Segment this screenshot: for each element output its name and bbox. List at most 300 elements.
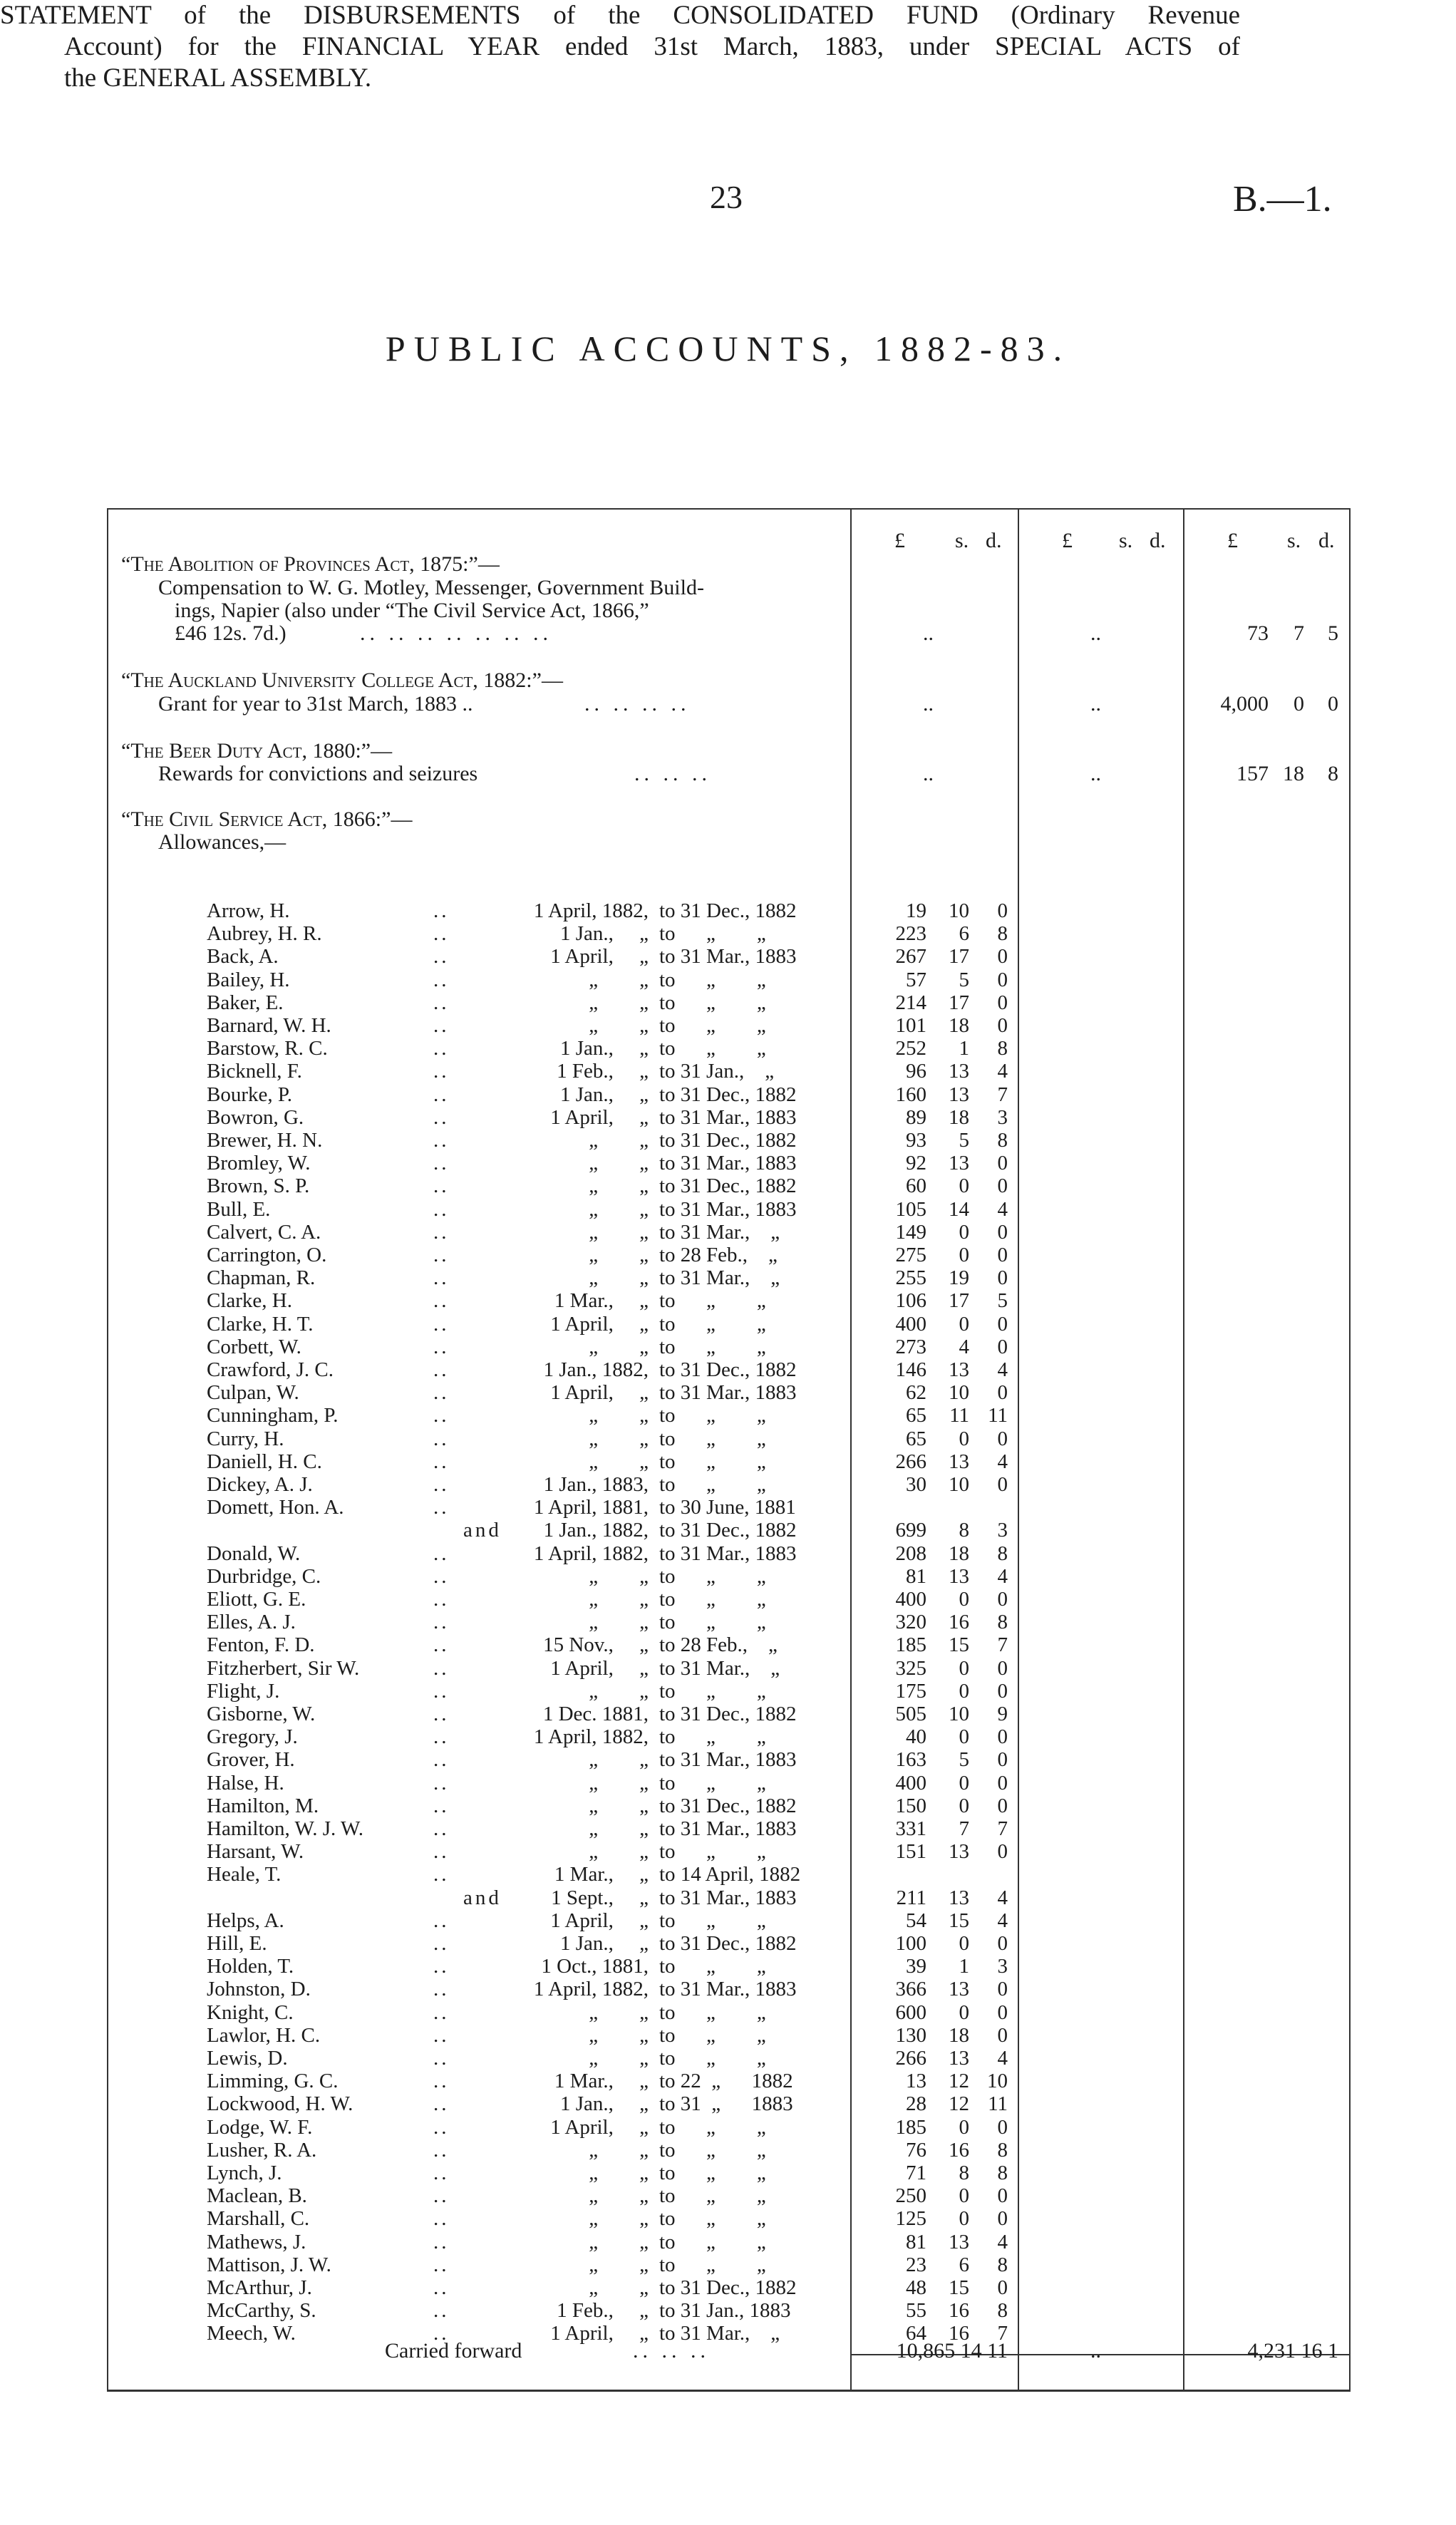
statement-line-3: the GENERAL ASSEMBLY. [64, 63, 372, 93]
period-from: „ „ [589, 1197, 649, 1221]
allowance-name: Holden, T. [207, 1955, 294, 1978]
period-to: to 31 Jan., „ [659, 1060, 775, 1083]
amount-shillings: 0 [959, 1244, 969, 1266]
amount-pence: 0 [997, 1840, 1008, 1864]
period-from: 1 April, „ [550, 1381, 649, 1405]
table-row [0, 1542, 1456, 1566]
amount-shillings: 15 [949, 2276, 969, 2299]
period-from: „ „ [589, 2047, 649, 2070]
leader-dots: .. [433, 1542, 450, 1565]
amount-pounds: 150 [895, 1794, 926, 1817]
table-row [0, 1014, 1456, 1038]
amount-shillings: 18 [949, 1105, 969, 1129]
period-to: to 31 Dec., 1882 [659, 1129, 797, 1152]
amount-pence: 0 [997, 2000, 1008, 2024]
table-row [0, 2162, 1456, 2185]
amount-pence: 0 [997, 2115, 1008, 2139]
amount-shillings: 0 [959, 1656, 969, 1680]
period-to: to 28 Feb., „ [659, 1633, 778, 1657]
period-from: „ „ [589, 1335, 649, 1358]
period-from: „ „ [589, 1220, 649, 1244]
amount-pounds: 252 [895, 1037, 926, 1060]
allowance-name: Corbett, W. [207, 1335, 301, 1358]
amount-pounds: 505 [895, 1703, 926, 1725]
period-to: to 31 Dec., 1882 [659, 1703, 797, 1725]
amount-pence: 3 [997, 1955, 1008, 1978]
allowance-name: Flight, J. [207, 1679, 280, 1703]
table-row [0, 1680, 1456, 1703]
table-row [0, 1955, 1456, 1978]
leader-dots: .. [433, 1083, 450, 1106]
amount-shillings: 13 [949, 2230, 969, 2253]
leader-dots: .. [433, 922, 450, 946]
table-row [0, 1174, 1456, 1198]
allowance-name: Fitzherbert, Sir W. [207, 1656, 360, 1680]
leader-dots: .. [433, 1358, 450, 1381]
amount-shillings: 13 [949, 1152, 969, 1175]
amount-pence: 0 [997, 1266, 1008, 1290]
amount-pounds: 54 [906, 1909, 926, 1932]
amount-pounds: 105 [895, 1197, 926, 1221]
leader-dots: .. .. .. .. .. .. .. [360, 621, 552, 645]
period-from: 1 Sept., „ [551, 1886, 649, 1909]
amount-pounds: 101 [895, 1014, 926, 1037]
period-to: to 31 Mar., 1883 [659, 1748, 797, 1772]
table-row [0, 2253, 1456, 2277]
amount-pounds: 30 [906, 1473, 926, 1496]
period-to: to 31 Dec., 1882 [659, 899, 797, 922]
period-to: to „ „ [659, 1473, 766, 1496]
amount-shillings: 10 [949, 1703, 969, 1725]
amount-pounds: 40 [906, 1725, 926, 1749]
allowance-name: Barstow, R. C. [207, 1037, 328, 1060]
amount-pence: 0 [997, 1335, 1008, 1358]
period-to: to „ „ [659, 2047, 766, 2070]
allowance-name: Barnard, W. H. [207, 1014, 331, 1037]
allowance-name: Marshall, C. [207, 2207, 310, 2231]
allowance-name: Bromley, W. [207, 1152, 311, 1175]
period-to: to „ „ [659, 1312, 766, 1336]
allowance-name: Grover, H. [207, 1748, 295, 1772]
act-line: £46 12s. 7d.) [175, 621, 286, 645]
period-to: to „ „ [659, 1611, 766, 1634]
amount-shillings: 4 [959, 1335, 969, 1358]
period-from: 1 April, 1881, [533, 1496, 649, 1519]
table-row [0, 2047, 1456, 2070]
act-title-civil-service: “The Civil Service Act, 1866:”— [121, 807, 413, 831]
period-to: to 31 Mar., „ [659, 2322, 780, 2345]
amount-pence: 0 [997, 1978, 1008, 2001]
period-from: 1 April, „ [550, 1312, 649, 1336]
period-to: to „ „ [659, 1427, 766, 1450]
table-row [0, 1473, 1456, 1497]
table-row [0, 1863, 1456, 1886]
allowance-name: Domett, Hon. A. [207, 1496, 344, 1519]
act-title-abolition-of-provinces: “The Abolition of Provinces Act, 1875:”— [121, 552, 500, 576]
amount-pounds: 211 [896, 1886, 926, 1909]
period-to: to „ „ [659, 1588, 766, 1611]
amount-pounds: 175 [895, 1679, 926, 1703]
allowance-name: Crawford, J. C. [207, 1358, 334, 1381]
period-from: 1 Jan., „ [559, 2092, 649, 2116]
allowance-name: Maclean, B. [207, 2184, 307, 2208]
amount-shillings: 1 [959, 1037, 969, 1060]
period-to: to 31 Jan., 1883 [659, 2299, 791, 2323]
leader-dots: .. [433, 2138, 450, 2162]
amount-pence: 4 [997, 1909, 1008, 1932]
allowance-name: McCarthy, S. [207, 2299, 316, 2323]
period-to: to 22 „ 1882 [659, 2070, 793, 2093]
period-from: „ „ [589, 1794, 649, 1817]
period-to: to „ „ [659, 991, 766, 1014]
allowance-name: Clarke, H. T. [207, 1312, 314, 1336]
period-from: 1 Dec. 1881, [542, 1703, 649, 1725]
amount-shillings: 14 [949, 1197, 969, 1221]
amount-pence: 7 [997, 1817, 1008, 1840]
amount-shillings: 0 [959, 2184, 969, 2208]
table-row [0, 1266, 1456, 1290]
allowance-name: Lodge, W. F. [207, 2115, 313, 2139]
amount-shillings: 1 [959, 1955, 969, 1978]
amount-pence: 0 [997, 1312, 1008, 1336]
amount-shillings: 8 [959, 2162, 969, 2184]
leader-dots: .. [433, 2322, 450, 2345]
amount-pence: 0 [997, 1381, 1008, 1405]
amount-shillings: 13 [949, 2047, 969, 2070]
table-row [0, 2092, 1456, 2116]
statement-line-2: Account) for the FINANCIAL YEAR ended 31st March, 1883, under SPECIAL ACTS of [64, 32, 1240, 61]
allowance-name: Bourke, P. [207, 1083, 293, 1106]
allowance-name: Eliott, G. E. [207, 1588, 306, 1611]
period-to: to „ „ [659, 1014, 766, 1037]
amount-pence: 0 [997, 968, 1008, 991]
period-from: „ „ [589, 1266, 649, 1290]
leader-dots: .. [433, 1703, 450, 1725]
leader-dots: .. [433, 1909, 450, 1932]
amount-pounds: 275 [895, 1244, 926, 1266]
col2-pound-header: £ [1062, 529, 1073, 552]
amount-pence: 0 [997, 1014, 1008, 1037]
amount-pence: 4 [997, 1886, 1008, 1909]
table-row [0, 1083, 1456, 1107]
amount-pence: 0 [997, 1152, 1008, 1175]
leader-dots: .. [433, 1427, 450, 1450]
amount-shillings: 13 [949, 1060, 969, 1083]
amount-pence: 0 [997, 1932, 1008, 1955]
period-from: „ „ [589, 1174, 649, 1198]
leader-dots: .. [433, 1014, 450, 1037]
amount-shillings: 0 [959, 1427, 969, 1450]
table-row [0, 1795, 1456, 1818]
period-to: to 31 Mar., „ [659, 1266, 780, 1290]
table-row [0, 2139, 1456, 2162]
allowance-name: Lynch, J. [207, 2162, 282, 2184]
col3-pence-header: d. [1318, 529, 1335, 552]
allowance-name: Clarke, H. [207, 1289, 292, 1313]
amount-pence: 4 [997, 1358, 1008, 1381]
period-to: to „ „ [659, 2023, 766, 2047]
col3-shilling-header: s. [1287, 529, 1301, 552]
table-bottom-rule [107, 2390, 1351, 2392]
amount-shillings: 15 [949, 1909, 969, 1932]
allowance-name: Hamilton, M. [207, 1794, 319, 1817]
allowance-name: Cunningham, P. [207, 1404, 339, 1427]
amount-shillings: 18 [949, 1542, 969, 1565]
period-to: to „ „ [659, 1679, 766, 1703]
amount-pounds: 65 [906, 1404, 926, 1427]
amount-pence: 8 [997, 1542, 1008, 1565]
allowance-name: Harsant, W. [207, 1840, 304, 1864]
period-to: to „ „ [659, 922, 766, 946]
allowance-name: Brewer, H. N. [207, 1129, 323, 1152]
period-from: 1 Mar., „ [554, 1289, 649, 1313]
amount-shillings: 0 [959, 1312, 969, 1336]
amount-shillings: 0 [959, 1932, 969, 1955]
period-from: 15 Nov., „ [543, 1633, 649, 1657]
period-from: 1 April, 1882, [533, 899, 649, 922]
table-row [0, 1450, 1456, 1474]
leader-dots: .. [433, 2299, 450, 2323]
table-row [0, 922, 1456, 946]
amount-shillings: 13 [949, 1978, 969, 2001]
period-from: „ „ [589, 2207, 649, 2231]
amount-pence: 7 [997, 1633, 1008, 1657]
amount-shillings: 13 [949, 1564, 969, 1588]
period-to: to „ „ [659, 2207, 766, 2231]
amount-pounds: 331 [895, 1817, 926, 1840]
amount-pounds: 60 [906, 1174, 926, 1198]
amount-pounds: 146 [895, 1358, 926, 1381]
amount-pounds: 266 [895, 1450, 926, 1473]
period-from: 1 Feb., „ [557, 1060, 649, 1083]
col1-shilling-header: s. [955, 529, 969, 552]
period-from: 1 Jan., 1883, [543, 1473, 649, 1496]
amount-pounds: 185 [895, 1633, 926, 1657]
table-row [0, 2231, 1456, 2254]
leader-dots: .. [433, 1197, 450, 1221]
carried-forward-total: 4,231 16 1 [1247, 2339, 1338, 2363]
allowance-name: Curry, H. [207, 1427, 284, 1450]
amount-shillings: 0 [959, 1174, 969, 1198]
amount-shillings: 13 [949, 1840, 969, 1864]
empty-col2: .. [1090, 621, 1101, 645]
leader-dots: .. .. .. [634, 762, 711, 785]
period-from: 1 Jan., „ [559, 922, 649, 946]
period-from: 1 April, „ [550, 2322, 649, 2345]
leader-dots: .. [433, 1725, 450, 1749]
amount-pounds: 400 [895, 1588, 926, 1611]
amount-pence: 4 [997, 2230, 1008, 2253]
page-title: PUBLIC ACCOUNTS, 1882-83. [385, 329, 1071, 368]
leader-dots: .. [433, 1450, 450, 1473]
period-to: to „ „ [659, 1450, 766, 1473]
period-from: „ „ [589, 1129, 649, 1152]
period-to: to 31 Mar., 1883 [659, 1542, 797, 1565]
amount-pence: 0 [997, 1588, 1008, 1611]
amount-shillings: 0 [959, 1220, 969, 1244]
amount-pence: 0 [997, 991, 1008, 1014]
period-to: to „ „ [659, 2000, 766, 2024]
allowance-name: Gregory, J. [207, 1725, 298, 1749]
amount-pence: 0 [997, 2276, 1008, 2299]
amount-pence: 0 [997, 2207, 1008, 2231]
period-to: to „ „ [659, 2184, 766, 2208]
leader-dots: .. [433, 1381, 450, 1405]
table-row [0, 1633, 1456, 1657]
amount-pounds: 39 [906, 1955, 926, 1978]
leader-dots: .. [433, 1955, 450, 1978]
amount-shillings: 7 [959, 1817, 969, 1840]
table-row [0, 1129, 1456, 1152]
leader-dots: .. [433, 1060, 450, 1083]
allowance-name: Meech, W. [207, 2322, 296, 2345]
total-pence: 0 [1328, 692, 1338, 716]
amount-pounds: 273 [895, 1335, 926, 1358]
leader-dots: .. [433, 1863, 450, 1886]
table-row [0, 1404, 1456, 1427]
amount-shillings: 0 [959, 1794, 969, 1817]
leader-dots: .. [433, 1840, 450, 1864]
period-from: „ „ [589, 1588, 649, 1611]
period-to: to 31 Dec., 1882 [659, 1794, 797, 1817]
allowance-name: Dickey, A. J. [207, 1473, 313, 1496]
leader-dots: .. [433, 2115, 450, 2139]
amount-shillings: 8 [959, 1519, 969, 1542]
allowance-name: Lawlor, H. C. [207, 2023, 321, 2047]
table-row [0, 2070, 1456, 2093]
allowance-name: Heale, T. [207, 1863, 282, 1886]
amount-pounds: 89 [906, 1105, 926, 1129]
amount-pounds: 160 [895, 1083, 926, 1106]
leader-dots: .. [433, 2162, 450, 2184]
table-row [0, 1060, 1456, 1083]
amount-pounds: 130 [895, 2023, 926, 2047]
period-from: „ „ [589, 2276, 649, 2299]
amount-pence: 3 [997, 1105, 1008, 1129]
amount-shillings: 16 [949, 1611, 969, 1634]
amount-pence: 0 [997, 1794, 1008, 1817]
period-to: to „ „ [659, 1909, 766, 1932]
amount-pence: 0 [997, 1220, 1008, 1244]
allowance-name: Carrington, O. [207, 1244, 327, 1266]
table-row [0, 969, 1456, 992]
total-pounds: 4,000 [1220, 692, 1269, 716]
table-row [0, 1106, 1456, 1130]
amount-pence: 8 [997, 2253, 1008, 2276]
act-line: Rewards for convictions and seizures [158, 762, 478, 785]
amount-pounds: 400 [895, 1771, 926, 1795]
leader-dots: .. [433, 2023, 450, 2047]
allowance-name: Gisborne, W. [207, 1703, 316, 1725]
act-line: ings, Napier (also under “The Civil Service Act, 1866,” [175, 599, 649, 622]
amount-pounds: 149 [895, 1220, 926, 1244]
amount-shillings: 18 [949, 1014, 969, 1037]
leader-dots: .. [433, 991, 450, 1014]
period-to: to „ „ [659, 1564, 766, 1588]
allowance-name: Bowron, G. [207, 1105, 304, 1129]
allowance-name: Calvert, C. A. [207, 1220, 321, 1244]
amount-pence: 0 [997, 2184, 1008, 2208]
allowance-name: Fenton, F. D. [207, 1633, 315, 1657]
amount-pounds: 320 [895, 1611, 926, 1634]
act-line: Compensation to W. G. Motley, Messenger, Government Build- [158, 576, 704, 599]
leader-dots: .. [433, 1152, 450, 1175]
amount-shillings: 16 [949, 2299, 969, 2323]
leader-dots: .. [433, 1105, 450, 1129]
period-from: „ „ [589, 2253, 649, 2276]
period-from: 1 April, „ [550, 1656, 649, 1680]
amount-pounds: 151 [895, 1840, 926, 1864]
period-from: 1 April, 1882, [533, 1542, 649, 1565]
amount-pounds: 185 [895, 2115, 926, 2139]
leader-dots: .. [433, 1473, 450, 1496]
table-row [0, 945, 1456, 969]
period-to: to „ „ [659, 2230, 766, 2253]
period-to: to 31 Mar., 1883 [659, 1197, 797, 1221]
table-row [0, 1725, 1456, 1749]
leader-dots: .. [433, 2184, 450, 2208]
period-from: „ „ [589, 2000, 649, 2024]
allowance-name: Back, A. [207, 945, 279, 969]
table-row [0, 2299, 1456, 2323]
leader-dots: .. [433, 1129, 450, 1152]
leader-dots: .. [433, 945, 450, 969]
amount-pence: 0 [997, 1174, 1008, 1198]
amount-pence: 11 [988, 2092, 1008, 2116]
col1-pence-header: d. [986, 529, 1002, 552]
period-to: to „ „ [659, 1037, 766, 1060]
leader-dots: .. [433, 1679, 450, 1703]
allowance-name: Bull, E. [207, 1197, 271, 1221]
amount-pence: 4 [997, 1450, 1008, 1473]
amount-shillings: 0 [959, 2207, 969, 2231]
table-row [0, 1565, 1456, 1589]
leader-dots: .. [433, 2276, 450, 2299]
amount-pounds: 81 [906, 2230, 926, 2253]
period-from: „ „ [589, 2023, 649, 2047]
leader-dots: .. [433, 1633, 450, 1657]
period-from: „ „ [589, 991, 649, 1014]
table-row [0, 1221, 1456, 1244]
amount-pounds: 96 [906, 1060, 926, 1083]
allowance-name: Halse, H. [207, 1771, 284, 1795]
period-from: 1 April, „ [550, 1909, 649, 1932]
amount-shillings: 13 [949, 1886, 969, 1909]
period-to: to 30 June, 1881 [659, 1496, 796, 1519]
amount-shillings: 6 [959, 2253, 969, 2276]
col1-pound-header: £ [894, 529, 905, 552]
amount-pounds: 28 [906, 2092, 926, 2116]
amount-pence: 10 [987, 2070, 1008, 2093]
period-from: „ „ [589, 1817, 649, 1840]
period-from: „ „ [589, 1679, 649, 1703]
allowance-name: Bicknell, F. [207, 1060, 302, 1083]
amount-pounds: 65 [906, 1427, 926, 1450]
table-row [0, 1381, 1456, 1405]
table-row [0, 899, 1456, 923]
allowance-name: Knight, C. [207, 2000, 294, 2024]
table-row [0, 1909, 1456, 1933]
period-from: „ „ [589, 1611, 649, 1634]
period-from: „ „ [589, 1771, 649, 1795]
leader-dots: .. [433, 1978, 450, 2001]
leader-dots: .. [433, 2207, 450, 2231]
period-from: 1 April, „ [550, 945, 649, 969]
leader-dots: .. [433, 1174, 450, 1198]
total-shillings: 18 [1283, 762, 1304, 785]
leader-dots: .. [433, 1266, 450, 1290]
allowance-name: Lewis, D. [207, 2047, 288, 2070]
